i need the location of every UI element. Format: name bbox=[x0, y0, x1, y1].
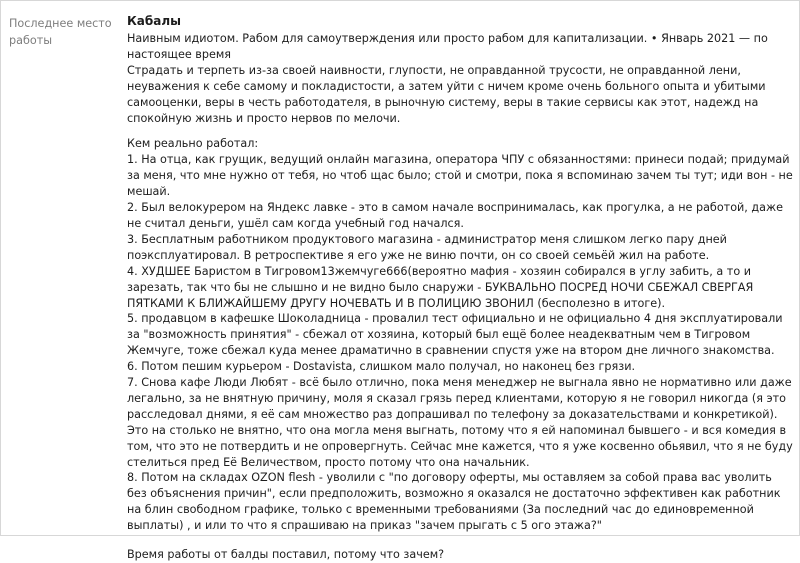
list-item: 7. Снова кафе Люди Любят - всё было отлично, пока меня менеджер не выгнала явно не нормативно или даже легально, за не внятную причину, моля я сказал грязь перед клиентами, которую я не говорил никогда (я это расследовал днями, я её сам множество раз допрашивал по телефону за доказательствами и конкретикой). Это на столько не внятно, что она могла меня выгнать, потому что я ей напоминал бывшего - и вся комедия в том, что это не потвердить и не опровергнуть. Сейчас мне кажется, что я уже косвенно обьявил, что я не буду стелиться пред Её Величеством, просто потому что она начальник. bbox=[127, 376, 793, 469]
company-name: Кабалы bbox=[127, 14, 182, 28]
list-item: 8. Потом на складах OZON flesh - уволили с "по договору оферты, мы оставляем за собой права вас уволить без объяснения причин", если предположить, возможно я оказался не достаточно эффективен как работник на блин свободном графике, только с временными требованиями (За последний час до единовременной выплаты) , и или то что я спрашиваю на приказ "зачем прыгать с 5 ого этажа?" bbox=[127, 471, 781, 533]
position-line: Наивным идиотом. Рабом для самоутверждения или просто рабом для капитализации. • Январь 2021 — по настоящее время bbox=[127, 32, 768, 61]
list-item: 1. На отца, как грущик, ведущий онлайн магазина, оператора ЧПУ с обязанностями: принеси подай; придумай за меня, что мне нужно от тебя, но чтоб щас было; стой и смотри, пока я вспоминаю зачем ты тут; иди вон - не мешай. bbox=[127, 153, 793, 199]
field-label: Последнее место работы bbox=[9, 17, 112, 47]
list-item: 6. Потом пешим курьером - Dostavista, слишком мало получал, но наконец без грязи. bbox=[127, 360, 636, 374]
job-description: Страдать и терпеть из-за своей наивности, глупости, не оправданной трусости, не оправданной лени, неуважения к себе самому и покладистости, а затем уйти с ничем кроме очень больного опыта и убитыми самооценки, веры в честь работодателя, в рыночную систему, веры в такие сервисы как этот, надежд на спокойную жизнь и просто нервов по мелочи. bbox=[127, 63, 766, 125]
list-item: 2. Был велокурером на Яндекс лавке - это в самом начале воспринималась, как прогулка, а не работой, даже не считал деньги, ушёл сам когда учебный год начался. bbox=[127, 201, 783, 230]
spacer bbox=[127, 534, 793, 547]
spacer bbox=[127, 126, 793, 136]
list-item: 5. продавцом в кафешке Шоколадница - провалил тест официально и не официально 4 дня эксплуатировали за "возможность принятия" - сбежал от хозяина, который был ещё более неадекватным чем в Тигровом Жемчуге, тоже сбежал куда менее драматично в сравнении спустя уже на втором дне личного знакомства. bbox=[127, 312, 783, 358]
list-item: 3. Бесплатным работником продуктового магазина - администратор меня слишком легко пару дней поэксплуатировал. В ретроспективе я его уже не виню почти, он со своей семьёй жил на работе. bbox=[127, 232, 727, 262]
list-header: Кем реально работал: bbox=[127, 137, 259, 151]
list-item: 4. ХУДШЕЕ Баристом в Тигровом13жемчуге666(вероятно мафия - хозяин собирался в углу забить, а то и зарезать, так что бы не слышно и не видно было снаружи - БУКВАЛЬНО ПОСРЕД НОЧИ СБЕЖАЛ СВЕРГАЯ ПЯТКАМИ К БЛИЖАЙШЕМУ ДРУГУ НОЧЕВАТЬ И В ПОЛИЦИЮ ЗВОНИЛ (бесполезно в итоге). bbox=[127, 264, 754, 310]
footer-note: Время работы от балды поставил, потому что зачем? bbox=[127, 548, 445, 562]
experience-content bbox=[127, 13, 793, 563]
